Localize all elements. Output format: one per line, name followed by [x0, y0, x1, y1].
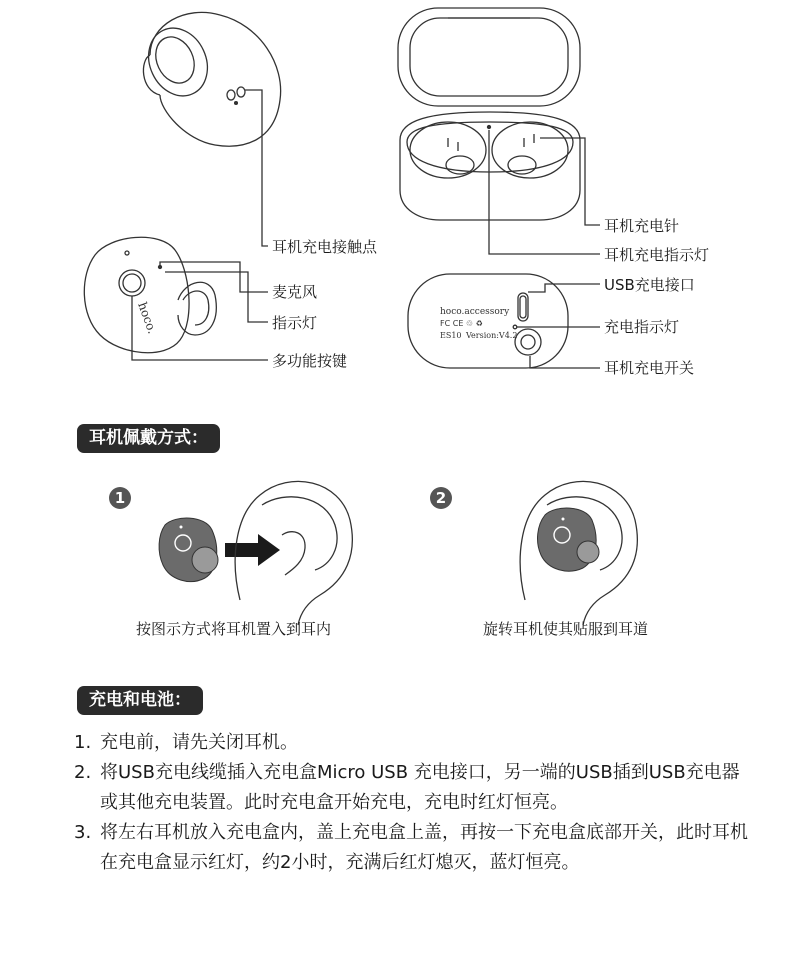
case-cert-marks: FC CE ♲ ♻: [440, 319, 483, 328]
label-charge-pin: 耳机充电针: [604, 217, 680, 235]
wearing-step-1-caption: 按图示方式将耳机置入到耳内: [136, 620, 332, 638]
list-item: [74, 818, 754, 878]
case-brand-text: hoco.accessory: [440, 307, 510, 317]
label-mic: 麦克风: [272, 283, 318, 301]
charging-step-2-text: 将USB充电线缆插入充电盒Micro USB 充电接口，另一端的USB插到USB充电器或其他充电装置。此时充电盒开始充电，充电时红灯恒亮。: [100, 762, 740, 813]
charging-steps-list: [74, 728, 754, 878]
list-item: [74, 728, 754, 758]
wearing-section-title: 耳机佩戴方式：: [77, 424, 220, 453]
label-case-charge-indicator: 充电指示灯: [604, 318, 680, 336]
bud-brand-text: hoco.: [135, 300, 160, 336]
charging-step-2-number: 2.: [74, 762, 92, 783]
list-item: [74, 758, 754, 818]
wearing-step-1-number: 1: [109, 487, 131, 509]
label-indicator: 指示灯: [272, 314, 318, 332]
charging-step-3-text: 将左右耳机放入充电盒内，盖上充电盒上盖，再按一下充电盒底部开关，此时耳机在充电盒显示红灯，约2小时，充满后红灯熄灭，蓝灯恒亮。: [100, 822, 748, 873]
charging-section-title: 充电和电池：: [77, 686, 203, 715]
wearing-step-2-number: 2: [430, 487, 452, 509]
wearing-step-2-caption: 旋转耳机使其贴服到耳道: [483, 620, 649, 638]
label-earbud-charge-switch: 耳机充电开关: [604, 359, 695, 377]
charging-step-1-number: 1.: [74, 732, 92, 753]
case-model-text: ES10: [440, 331, 462, 340]
charging-step-3-number: 3.: [74, 822, 92, 843]
label-multi-button: 多功能按键: [272, 352, 348, 370]
label-charge-contact: 耳机充电接触点: [272, 238, 378, 256]
step-1-illustration: [159, 481, 352, 625]
charging-step-1-text: 充电前，请先关闭耳机。: [100, 732, 298, 753]
case-version-text: Version:V4.2: [466, 331, 518, 340]
label-usb-port: USB充电接口: [604, 276, 695, 294]
step-2-illustration: [520, 481, 637, 625]
label-earbud-charge-indicator: 耳机充电指示灯: [604, 246, 710, 264]
